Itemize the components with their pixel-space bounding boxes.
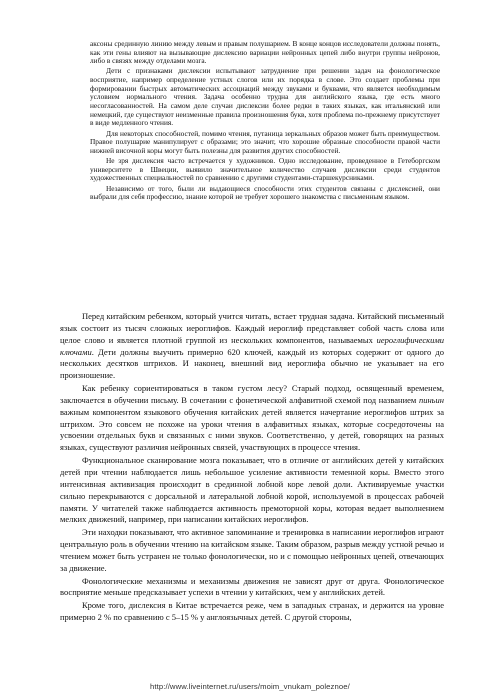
- body-paragraph: Кроме того, дислексия в Китае встречается реже, чем в западных странах, и держится на уровне примерно 2 % по сравнению с 5–15 % у англоязычных детей. С другой стороны,: [60, 600, 444, 623]
- body-paragraph: Фонологические механизмы и механизмы движения не зависят друг от друга. Фонологическое восприятие меньше предсказывает успехи в чтении у китайских, чем у английских детей.: [60, 575, 444, 598]
- body-paragraph: [60, 311, 444, 382]
- footer-url: http://www.liveinternet.ru/users/moim_vnukam_poleznoe/: [150, 682, 350, 691]
- main-text-block: [60, 311, 444, 625]
- excerpt-paragraph: аксоны срединную линию между левым и правым полушарием. В конце концов исследователи должны понять, как эти гены влияют на вызывающие дислексию вариации нейронных цепей либо внутри группы нейронов, либо в связях между отделами мозга.: [90, 39, 440, 66]
- excerpt-paragraph: Дети с признаками дислексии испытывают затруднение при решении задач на фонологическое восприятие, например определение устных слогов или их порядка в слове. Это создает проблемы при формировании быстрых автоматических ассоциаций между звуками и буквами, что является необходимым условием нормального чтения. Задача особенно трудна для английского языка, где есть много несогласованностей. На самом деле случаи дислексии более редки в таких языках, как итальянский или немецкий, где существуют неизменные правила произношения букв, хотя проблема по-прежнему присутствует в виде медленного чтения.: [90, 66, 440, 128]
- italic-term: пиньин: [418, 394, 444, 405]
- body-paragraph: Эти находки показывают, что активное запоминание и тренировка в написании иероглифов играют центральную роль в обучении чтению на китайском языке. Таким образом, разрыв между устной речью и чтением может быть устранен не только фонологически, но и с помощью нейронных цепей, отвечающих за движение.: [60, 527, 444, 573]
- excerpt-paragraph: Независимо от того, были ли выдающиеся способности этих студентов связаны с дислексией, они выбрали для себя профессию, знание которой не требует хорошего знакомства с письменным языком.: [90, 183, 440, 202]
- body-text: Как ребенку сориентироваться в таком густом лесу? Старый подход, освященный временем, заключается в обучении письму. В сочетании с фонетической алфавитной схемой под названием: [60, 383, 444, 405]
- body-paragraph: Функциональное сканирование мозга показывает, что в отличие от английских детей у китайских детей при чтении наблюдается лишь небольшое усиление активности теменной коры. Вместо этого интенсивная активизация происходит в срединной лобной коре левой доли. Активируемые участки сильно перекрываются с дорсальной и латеральной лобной корой, используемой в процессах рабочей памяти. У читателей также наблюдается активность премоторной коры, которая ведает выполнением мелких движений, например, при написании китайских иероглифов.: [60, 455, 444, 525]
- excerpt-paragraph: Для некоторых способностей, помимо чтения, путаница зеркальных образов может быть преимуществом. Правое полушарие манипулирует с образами; это значит, что хорошие образные способности правой части нижней височной коры могут быть полезны для развития других способностей.: [90, 128, 440, 155]
- indented-excerpt-block: [90, 40, 440, 203]
- body-text: Перед китайским ребенком, который учится читать, встает трудная задача. Китайский письменный язык состоит из тысяч сложных иероглифов. Каждый иероглиф представляет собой часть слова или целое слово и является плотной группой из нескольких компонентов, называемых: [60, 311, 444, 345]
- italic-term: иероглифическими ключами: [60, 334, 444, 357]
- excerpt-paragraph: Не зря дислексия часто встречается у художников. Одно исследование, проведенное в Гетеборгском университете в Швеции, выявило значительное количество случаев дислексии среди студентов художественных специальностей по сравнению с другими студентами-старшекурсниками.: [90, 156, 440, 183]
- body-paragraph: [60, 383, 444, 454]
- body-text: . Дети должны выучить примерно 620 ключей, каждый из которых содержит от одного до нескольких десятков штрихов. И наконец, внешний вид иероглифа обычно не указывает на его произношение.: [60, 346, 444, 381]
- body-text: важным компонентом языкового обучения китайских детей является начертание иероглифов штрих за штрихом. Это совсем не похоже на уроки чтения в алфавитных языках, которые сосредоточены на усвоении отдельных букв и связанных с ними звуков. Соответственно, у детей, говорящих на разных языках, существуют различия нейронных связей, участвующих в процессе чтения.: [60, 406, 444, 453]
